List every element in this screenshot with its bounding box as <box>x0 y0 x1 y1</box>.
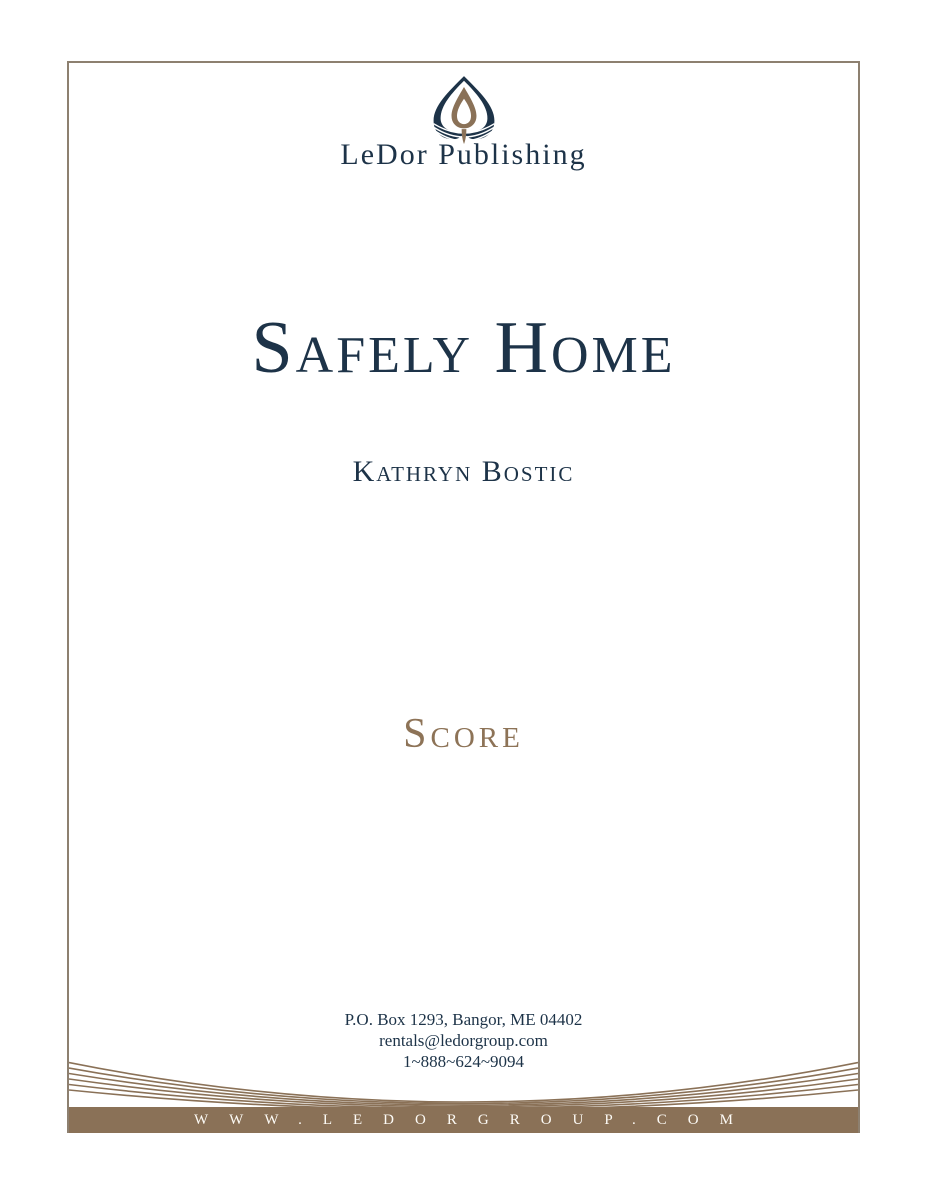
publisher-name: LeDor Publishing <box>340 138 587 171</box>
composer-name: Kathryn Bostic <box>352 455 575 488</box>
footer-url: WWW.LEDORGROUP.COM <box>194 1112 754 1128</box>
contact-address: P.O. Box 1293, Bangor, ME 04402 <box>344 1010 583 1029</box>
footer-bar <box>69 1107 858 1133</box>
decorative-arcs <box>69 1061 858 1108</box>
edition-label: Score <box>403 711 524 757</box>
contact-phone: 1~888~624~9094 <box>402 1052 525 1071</box>
page-border-frame <box>67 61 860 1133</box>
contact-email: rentals@ledorgroup.com <box>379 1031 548 1050</box>
work-title: Safely Home <box>251 307 676 389</box>
